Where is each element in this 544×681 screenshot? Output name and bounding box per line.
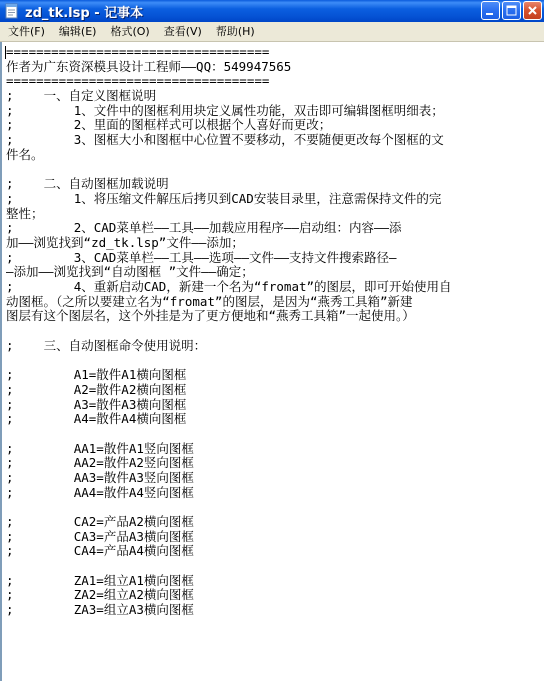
text-line: [6, 427, 544, 442]
text-line: ; A4=散件A4横向图框: [6, 411, 187, 427]
text-line: ; 1、将压缩文件解压后拷贝到CAD安装目录里，注意需保持文件的完: [6, 190, 442, 206]
menu-file[interactable]: 文件(F): [8, 24, 45, 38]
text-line: ; AA1=散件A1竖向图框: [6, 440, 194, 456]
text-line: 件名。: [6, 146, 44, 162]
text-line: [6, 324, 544, 339]
text-line: ; 1、文件中的图框利用块定义属性功能，双击即可编辑图框明细表；: [6, 102, 444, 118]
text-line: ; CA3=产品A3横向图框: [6, 528, 194, 544]
text-line: 加——浏览找到“zd_tk.lsp”文件——添加；: [6, 234, 244, 250]
text-line: ===================================: [6, 44, 270, 59]
text-line: 作者为广东资深模具设计工程师——QQ：549947565: [6, 58, 292, 74]
text-line: ; 3、CAD菜单栏——工具——选项——文件——支持文件搜索路径—: [6, 249, 397, 265]
menu-view[interactable]: 查看(V): [163, 24, 202, 38]
text-line: ; CA4=产品A4横向图框: [6, 543, 194, 559]
text-line: ===================================: [6, 73, 270, 89]
text-line: ; 二、自动图框加载说明: [6, 176, 169, 192]
text-line: ; A2=散件A2横向图框: [6, 381, 187, 397]
text-line: ; AA4=散件A4竖向图框: [6, 484, 194, 500]
menu-bar: [0, 22, 544, 42]
title-bar[interactable]: [0, 0, 544, 22]
text-line: ; A1=散件A1横向图框: [6, 367, 187, 383]
text-line: ; 一、自定义图框说明: [6, 88, 157, 104]
text-line: ; CA2=产品A2横向图框: [6, 514, 194, 529]
text-line: ; AA2=散件A2竖向图框: [6, 455, 194, 471]
menu-help[interactable]: 帮助(H): [215, 24, 255, 38]
text-line: ; A3=散件A3横向图框: [6, 396, 187, 412]
close-icon: [524, 2, 541, 19]
text-line: ; 三、自动图框命令使用说明：: [6, 337, 207, 353]
text-line: [6, 500, 544, 515]
text-line: ; 4、重新启动CAD，新建一个名为“fromat”的图层，即可开始使用自: [6, 279, 452, 294]
text-editor[interactable]: [0, 42, 544, 681]
text-line: ; ZA1=组立A1横向图框: [6, 572, 194, 588]
text-line: ; 3、图框大小和图框中心位置不要移动，不要随便更改每个图框的文: [6, 132, 444, 148]
document-text: [6, 45, 544, 618]
text-line: 动图框。（之所以要建立名为“fromat”的图层，是因为“燕秀工具箱”新建: [6, 293, 413, 309]
window-controls: [481, 1, 542, 20]
minimize-button[interactable]: [481, 1, 500, 20]
text-line: 整性；: [6, 205, 44, 221]
notepad-icon[interactable]: [4, 3, 20, 19]
text-line: [6, 353, 544, 368]
text-line: 图层有这个图层名，这个外挂是为了更方便地和“燕秀工具箱”一起使用。）: [6, 308, 415, 324]
minimize-icon: [482, 2, 499, 19]
window-title: zd_tk.lsp - 记事本: [25, 5, 144, 21]
maximize-icon: [503, 2, 520, 19]
text-line: ; ZA2=组立A2横向图框: [6, 587, 194, 603]
close-button[interactable]: [523, 1, 542, 20]
menu-format[interactable]: 格式(O): [110, 24, 150, 38]
text-line: ; 2、里面的图框样式可以根据个人喜好而更改；: [6, 117, 332, 133]
text-line: ; 2、CAD菜单栏——工具——加载应用程序——启动组：内容——添: [6, 220, 402, 236]
text-line: ; AA3=散件A3竖向图框: [6, 469, 194, 485]
text-line: [6, 559, 544, 574]
maximize-button[interactable]: [502, 1, 521, 20]
menu-edit[interactable]: 编辑(E): [58, 24, 97, 38]
text-line: [6, 163, 544, 178]
text-line: —添加——浏览找到“自动图框 ”文件——确定；: [6, 264, 254, 280]
text-line: ; ZA3=组立A3横向图框: [6, 602, 194, 618]
